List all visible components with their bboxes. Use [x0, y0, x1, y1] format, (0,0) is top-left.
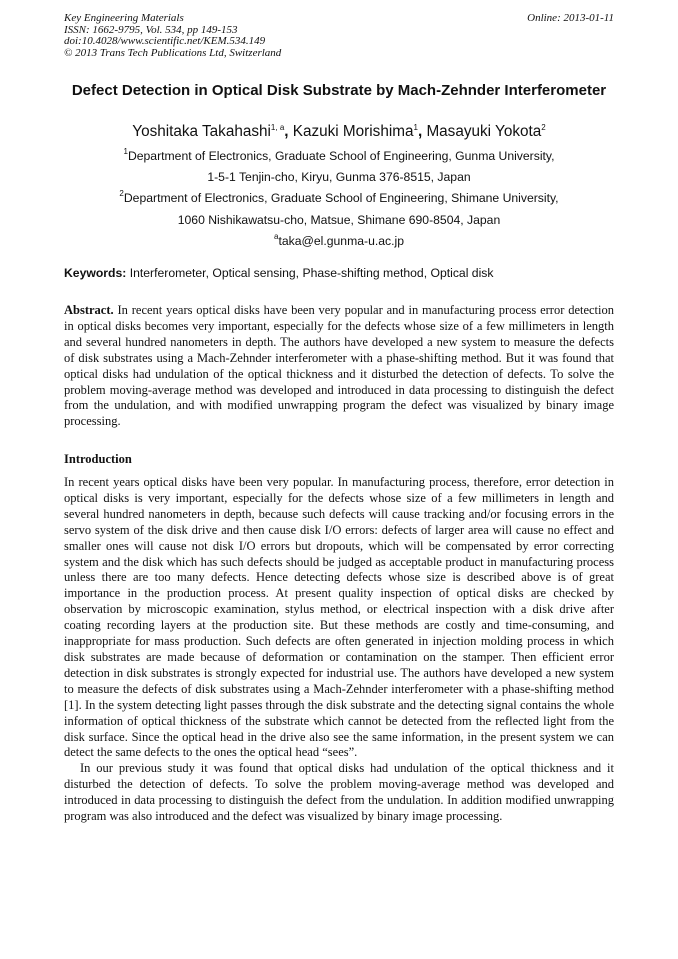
author-superscript: 1: [413, 123, 418, 132]
copyright: © 2013 Trans Tech Publications Ltd, Switzerland: [64, 46, 282, 59]
issn-info: ISSN: 1662-9795, Vol. 534, pp 149-153: [64, 23, 238, 36]
online-date: Online: 2013-01-11: [527, 12, 614, 24]
author-name: Yoshitaka Takahashi: [132, 123, 271, 140]
author-superscript: 2: [541, 123, 546, 132]
abstract-text: In recent years optical disks have been very popular and in manufacturing process error detection in optical disks becomes very important, especially for the defects whose size of a few millimeters in length and several hundred nanometers in depth. The authors have developed a new system to measure the defects of disk substrates using a Mach-Zehnder interferometer with a phase-shifting method. But it was found that optical disks had undulation of the optical thickness and it disturbed the detection of defects. To solve the problem moving-average method was developed and introduced in data processing to distinguish the defect from the undulation, and with modified unwrapping program the defect was visualized by binary image processing.: [64, 303, 615, 429]
paper-title: Defect Detection in Optical Disk Substrate by Mach-Zehnder Interferometer: [71, 82, 607, 99]
paragraph: In recent years optical disks have been very popular. In manufacturing process, therefore, error detection in optical disks is very important, especially for the defects whose size of a few millimeters in length and several hundred nanometers in depth, because such defects will cause tracking and/or focusing errors in the servo system of the disk drive and then cause disk I/O errors: defects of larger area will cause no effect and smaller ones will cause not disk I/O errors but dropouts, which will be compensated by error correcting system and the disk which has such defects should be judged as acceptable product in manufacturing process unless there are too many defects. Hence detecting defects whose size is described above is of great importance in the production process. At present quality inspection of optical disks are checked by observation by microscopic examination, stylus method, or electrical inspection with a disk drive after coating recording layers at the production site. But these methods are costly and time-consuming, and inappropriate for mass production. Such defects are often generated in injection molding process in which disk substrates are made because of deformation or contamination on the stamper. Then efficient error detection in disk substrates is strongly expected for industrial use. The authors have developed a new system to measure the defects of disk substrates using a Mach-Zehnder interferometer with a phase-shifting method [1]. In the system detecting light passes through the disk substrate and the detecting signal contains the whole information of optical thickness of the substrate which cannot be detected from the reflected light from the disk surface. Since the optical head in the drive also see the same information, in the present system we can detect the same defects to the ones the optical head “sees”.: [64, 475, 614, 760]
keywords: [64, 266, 614, 281]
paragraph: In our previous study it was found that optical disks had undulation of the optical thickness and it disturbed the detection of defects. To solve the problem moving-average method was developed and introduced in data processing to distinguish the defect from the undulation. In addition modified unwrapping program was also introduced and the defect was visualized by binary image processing.: [64, 761, 614, 824]
author-name: Masayuki Yokota: [426, 123, 542, 140]
abstract: [64, 303, 614, 430]
email-address[interactable]: taka@el.gunma-u.ac.jp: [278, 234, 404, 248]
keywords-label: Keywords:: [64, 266, 127, 280]
affiliation-2-line-1: $^2$Department of Electronics, Graduate School of Engineering, Shimane University,: [119, 189, 559, 205]
affiliation-1-line-2: 1-5-1 Tenjin-cho, Kiryu, Gunma 376-8515, Japan: [207, 170, 471, 184]
journal-name: Key Engineering Materials: [64, 12, 184, 24]
affiliation-2-line-2: 1060 Nishikawatsu-cho, Matsue, Shimane 690-8504, Japan: [177, 213, 501, 227]
abstract-label: Abstract.: [64, 303, 114, 317]
keywords-text: Interferometer, Optical sensing, Phase-shifting method, Optical disk: [129, 266, 494, 280]
author-name: Kazuki Morishima: [292, 123, 414, 140]
affiliation-1-line-1: $^1$Department of Electronics, Graduate School of Engineering, Gunma University,: [123, 147, 555, 163]
author-list: Yoshitaka Takahashi$^{1, a}$, Kazuki Morishima$^1$, Masayuki Yokota$^2$: [132, 123, 546, 140]
email: $^a$taka@el.gunma-u.ac.jp: [274, 232, 404, 248]
introduction-body: [64, 475, 614, 825]
section-heading-introduction: Introduction: [64, 452, 132, 466]
doi: doi:10.4028/www.scientific.net/KEM.534.149: [64, 35, 266, 48]
author-superscript: 1, a: [270, 123, 285, 132]
page-header: [64, 13, 614, 59]
